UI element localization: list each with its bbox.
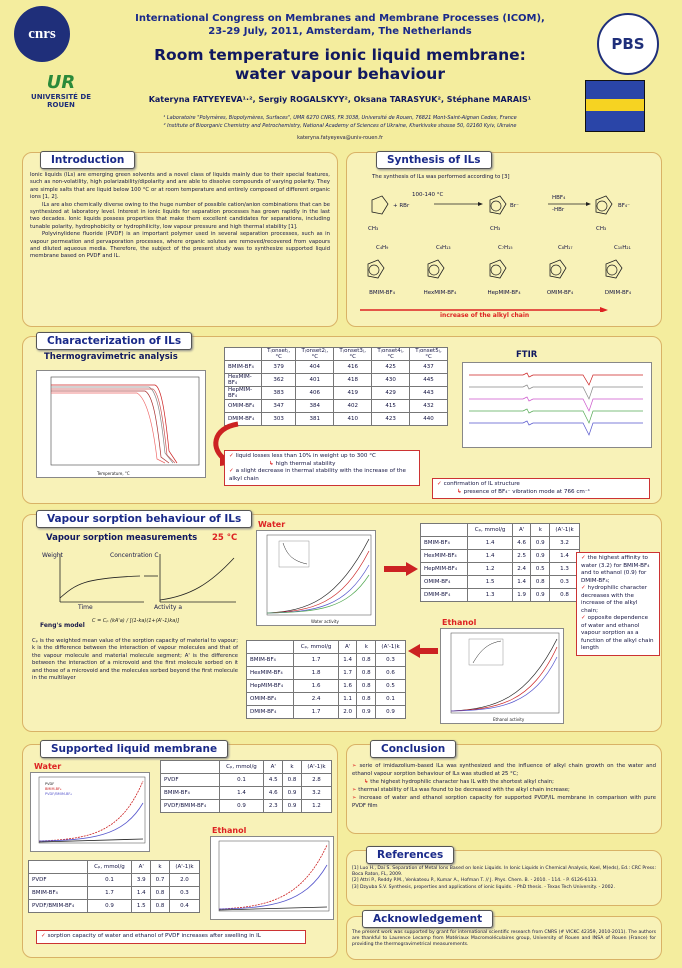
table-cell: 416 [334,361,372,374]
table-cell: 0.3 [169,887,199,900]
table-header: (A'-1)k [169,861,199,874]
table-cell: 0.8 [357,667,376,680]
table-header: k [357,641,376,654]
table-cell: 1.4 [512,576,531,589]
table-header [29,861,88,874]
table-cell: 3.9 [132,874,151,887]
table-cell: 0.8 [283,774,302,787]
slm-note-text: sorption capacity of water and ethanol of PVDF increases after swelling in IL [47,933,261,939]
conclusion-list: ➢ serie of imidazolium-based ILs was synthesized and the influence of alkyl chain growth on the water and ethanol vapour sorption behaviour of ILs was studied at 25 °C; ↳ the highest hydrophilic character has IL with the shortest alkyl chain; ➢ thermal stability of ILs was found to be decreased with the alkyl chain increase; ➢ increase of water and ethanol sorption capacity for supported PVDF/IL membrane in comparison with pure PVDF film [352,763,656,809]
table-cell: PVDF [161,774,220,787]
table-cell: 0.3 [550,576,580,589]
table-cell: 383 [261,387,295,400]
table-cell: 2.3 [264,800,283,813]
activity-label: Activity a [154,604,183,611]
affiliation-1: ¹ Laboratoire "Polymères, Biopolymères, Surfaces", UMR 6270 CNRS, FR 3038, Université de Rouen, 76821 Mont-Saint-Aignan Cedex, France [163,115,517,121]
table-cell: 4.5 [264,774,283,787]
table-cell: PVDF/BMIM-BF₄ [161,800,220,813]
conclusion-2: the highest hydrophilic character has IL with the shortest alkyl chain; [370,779,554,785]
table-cell: 1.1 [338,693,357,706]
table-header: k [283,761,302,774]
feng-equation: C = Cₚ (kA'a) / [(1-ka)(1+(A'-1)ka)] [92,618,180,624]
table-row [161,774,332,787]
compound-dmim: DMIM-BF₄ [604,290,632,296]
table-cell: HepMIM-BF₄ [247,680,294,693]
table-cell: 0.1 [376,693,406,706]
affiliation-2: ² Institute of Bioorganic Chemistry and Petrochemistry, National Academy of Sciences of Ukraine, Kharkivske shosse 50, 02160 Kyiv, Ukraine [163,123,517,129]
chain-c6: C₆H₁₃ [436,245,451,251]
compound-hepmim: HepMIM-BF₄ [487,290,521,296]
table-cell: 0.1 [219,774,264,787]
table-cell: 1.4 [338,654,357,667]
table-cell: 0.9 [283,787,302,800]
table-row [247,667,406,680]
slm-legend-1: PVDF [45,782,55,786]
table-cell: 0.7 [151,874,170,887]
tga-note-1: liquid losses less than 10% in weight up to 300 °C [235,453,376,459]
table-row [225,413,448,426]
arrow-right-icon [384,562,418,576]
sorption-notes: ✓ the highest affinity to water (3.2) for BMIM-BF₄ and to ethanol (0.9) for DMIM-BF₄; ✓ hydrophilic character decreases with the increase of the alkyl chain; ✓ opposite dependence of water and ethanol vapour sorption as a function of the alkyl chain length [576,552,660,656]
pbs-logo: PBS [597,13,659,75]
reagent-hbf4: HBF₄ [552,195,566,201]
ethanol-sorption-graph [440,628,564,724]
table-cell: BMIM-BF₄ [421,537,468,550]
time-label: Time [78,604,93,611]
table-header: A' [264,761,283,774]
table-cell: 347 [261,400,295,413]
slm-water-table [160,760,332,813]
table-cell: 0.5 [531,563,550,576]
table-cell: 379 [261,361,295,374]
table-cell: 3.2 [301,787,331,800]
table-row [247,654,406,667]
authors: Kateryna FATYEYEVA¹·², Sergiy ROGALSKYY², Oksana TARASYUK², Stéphane MARAIS¹ [148,95,532,104]
table-cell: 0.9 [531,589,550,602]
introduction-text [30,172,330,261]
table-row [29,874,200,887]
vapour-title: Vapour sorption behaviour of ILs [36,510,252,528]
compound-hexmim: HexMIM-BF₄ [423,290,457,296]
table-cell: 303 [261,413,295,426]
table-row [247,680,406,693]
table-header [421,524,468,537]
reference-3: [3] Dzyuba S.V. Synthesis, properties and applications of ionic liquids. - PhD thesis. - Texas Tech University. - 2002. [352,884,615,890]
tga-title: Thermogravimetric analysis [44,352,178,362]
table-row [29,900,200,913]
slm-note: ✓ sorption capacity of water and ethanol of PVDF increases after swelling in IL [36,930,306,944]
table-row [421,576,580,589]
table-row [421,550,580,563]
table-cell: BMIM-BF₄ [225,361,262,374]
table-cell: 1.3 [550,563,580,576]
tga-table [224,347,448,426]
slm-ethanol-graph [210,836,334,920]
water-label: Water [258,520,286,529]
table-row [421,537,580,550]
table-cell: 0.8 [151,900,170,913]
table-cell: 1.4 [468,550,513,563]
sorption-note-a: the highest affinity to water (3.2) for BMIM-BF₄ and to ethanol (0.9) for DMIM-BF₄; [581,555,650,584]
table-header: Cₚ, mmol/g [468,524,513,537]
tga-header-2: T₍onset2₎,°C [296,348,334,361]
water-xlabel: Water activity [311,619,339,624]
intro-paragraph-1: Ionic liquids (ILs) are emerging green solvents and a novel class of liquids mainly due to their special features, such as non-volatility, high polarizability/dipolarity and are able to dissolve compounds of varying polarity. They are simple salts that are liquid below 100 °C or at room temperature and entirely composed of different organic ions [1, 2]. [30,172,330,201]
contact-email[interactable]: kateryna.fatyeyeva@univ-rouen.fr [297,135,383,141]
chain-c7: C₇H₁₅ [498,245,513,251]
table-cell: 0.8 [357,693,376,706]
table-cell: 3.2 [550,537,580,550]
tga-note-2: high thermal stability [275,460,336,467]
feng-description: Cₚ is the weighted mean value of the sorption capacity of material to vapour; k is the difference between the interaction of vapour molecules and that of the vapour molecule and material molecule segment; A' is the difference between the interaction of a microvoid and the first molecule sorbed on it and those of a microvoid and the molecules sorbed beyond the first molecule in the multilayer [32,638,238,682]
ftir-notes: ✓ confirmation of IL structure ↳ presence of BF₄⁻ vibration mode at 766 cm⁻¹ [432,478,650,499]
table-cell: HexMIM-BF₄ [247,667,294,680]
conclusion-4: increase of water and ethanol sorption capacity for supported PVDF/IL membrane in comparison with pure PVDF film [352,795,656,809]
table-cell: PVDF [29,874,88,887]
table-header: A' [512,524,531,537]
alkyl-chain-increase: increase of the alkyl chain [440,312,530,319]
table-cell: 0.8 [550,589,580,602]
table-cell: 1.3 [468,589,513,602]
table-header: Cₚ, mmol/g [294,641,339,654]
rouen-logo-mark: UR [46,72,76,93]
chain-c8: C₈H₁₇ [558,245,573,251]
bromide-anion: Br⁻ [510,203,519,209]
rouen-logo-text: UNIVERSITÉ DE ROUEN [31,93,91,109]
table-cell: 0.9 [219,800,264,813]
table-header: (A'-1)k [550,524,580,537]
table-cell: 1.6 [338,680,357,693]
table-cell: 406 [296,387,334,400]
table-cell: 2.0 [338,706,357,719]
ftir-title: FTIR [516,350,538,360]
concentration-label: Concentration C [110,552,159,559]
intro-paragraph-2: ILs are also chemically diverse owing to the huge number of possible cation/anion combinations that can be synthesized at laboratory level. Interest in ionic liquids for separation processes has grown rapidly in the last two decades. Ionic liquids possess properties that make them excellent candidates for separations, including tunable polarity, hydrophobicity or hydrophilicity, low vapour pressure and high thermal stability [1]. [30,201,330,230]
weight-label: Weight [42,552,63,559]
slm-title: Supported liquid membrane [40,740,228,758]
table-row [161,787,332,800]
table-cell: 4.6 [512,537,531,550]
table-cell: 445 [410,374,448,387]
methyl-3: CH₃ [596,226,607,232]
table-cell: 423 [372,413,410,426]
table-cell: 437 [410,361,448,374]
chain-c4: C₄H₉ [376,245,389,251]
tga-header-0 [225,348,262,361]
table-row [225,387,448,400]
table-cell: 1.7 [87,887,132,900]
table-cell: 0.9 [357,706,376,719]
table-cell: 415 [372,400,410,413]
table-header: k [151,861,170,874]
compound-omim: OMIM-BF₄ [546,290,574,296]
table-row [29,887,200,900]
vapour-subtitle: Vapour sorption measurements [46,533,198,543]
characterization-title: Characterization of ILs [36,332,192,350]
table-row [225,361,448,374]
tga-graph [36,370,206,478]
ftir-note-1: confirmation of IL structure [443,481,520,487]
table-cell: 0.9 [531,537,550,550]
table-cell: 0.9 [87,900,132,913]
table-cell: 432 [410,400,448,413]
table-cell: 0.5 [376,680,406,693]
tga-header-1: T₍onset₎,°C [261,348,295,361]
table-cell: 1.4 [468,537,513,550]
table-cell: DMIM-BF₄ [421,589,468,602]
table-cell: 0.8 [357,654,376,667]
table-cell: 1.9 [512,589,531,602]
slm-water-graph [30,772,150,852]
table-cell: 401 [296,374,334,387]
reference-2: [2] Attri P., Reddy P.M., Venkatesu P., Kumar A., Hofman T. // J. Phys. Chem. B. - 2010. - 114. - P. 6126-6133. [352,878,598,884]
table-cell: 2.8 [301,774,331,787]
conclusion-title: Conclusion [370,740,456,758]
table-cell: 0.4 [169,900,199,913]
ethanol-xlabel: Ethanol activity [493,717,525,722]
table-cell: 0.8 [531,576,550,589]
table-row [225,374,448,387]
synthesis-text: The synthesis of ILs was performed according to [3] [372,174,510,180]
table-row [421,589,580,602]
table-cell: 2.4 [294,693,339,706]
table-cell: DMIM-BF₄ [225,413,262,426]
bf4-anion: BF₄⁻ [618,203,631,209]
table-cell: 1.5 [468,576,513,589]
conclusion-1: serie of imidazolium-based ILs was synthesized and the influence of alkyl chain growth on the water and ethanol vapour sorption behaviour of ILs was studied at 25 °C; [352,763,656,777]
table-cell: 429 [372,387,410,400]
table-cell: 1.2 [468,563,513,576]
table-cell: 402 [334,400,372,413]
table-header: A' [132,861,151,874]
table-cell: 1.8 [294,667,339,680]
table-cell: 418 [334,374,372,387]
table-cell: HexMIM-BF₄ [225,374,262,387]
slm-water-label: Water [34,762,62,771]
cnrs-logo: cnrs [14,6,70,62]
table-cell: 0.9 [283,800,302,813]
table-cell: BMIM-BF₄ [161,787,220,800]
table-row [421,563,580,576]
table-cell: 419 [334,387,372,400]
table-cell: 1.4 [550,550,580,563]
table-row [161,800,332,813]
affiliations [120,114,560,130]
table-cell: 1.7 [338,667,357,680]
table-cell: 381 [296,413,334,426]
table-cell: 425 [372,361,410,374]
table-cell: 4.6 [264,787,283,800]
table-header [161,761,220,774]
ethanol-sorption-table [246,640,406,719]
synthesis-title: Synthesis of ILs [376,151,492,169]
water-sorption-graph [256,530,376,626]
reaction-condition: 100-140 °C [412,192,444,198]
table-cell: 0.8 [357,680,376,693]
table-cell: OMIM-BF₄ [247,693,294,706]
water-sorption-table [420,523,580,602]
chain-c10: C₁₀H₂₁ [614,245,631,251]
table-row [247,706,406,719]
table-cell: BMIM-BF₄ [247,654,294,667]
table-cell: 1.5 [132,900,151,913]
table-header: Cₚ, mmol/g [87,861,132,874]
table-cell: 404 [296,361,334,374]
tga-xlabel: Temperature, °C [97,471,130,476]
rouen-logo [16,72,106,114]
tga-note-3: a slight decrease in thermal stability with the increase of the alkyl chain [229,468,406,482]
arrow-left-icon [408,644,438,658]
ftir-graph [462,362,652,448]
table-cell: 430 [372,374,410,387]
vapour-temperature: 25 °C [212,533,238,543]
tga-header-4: T₍onset4₎,°C [372,348,410,361]
table-cell: 2.4 [512,563,531,576]
table-cell: 1.7 [294,654,339,667]
table-header: A' [338,641,357,654]
title-line-2: water vapour behaviour [235,65,445,83]
methyl-1: CH₃ [368,226,379,232]
introduction-title: Introduction [40,151,135,169]
table-cell: 0.9 [531,550,550,563]
table-cell: 2.5 [512,550,531,563]
table-cell: OMIM-BF₄ [225,400,262,413]
slm-ethanol-table [28,860,200,913]
intro-paragraph-3: Polyvinylidene fluoride (PVDF) is an important polymer used in several separation processes, such as in vapour permeation and pervaporation processes, where organic solutes are removed/recovered from vapours and diluted aqueous media. Therefore, the subject of the present study was to synthesize supported liquid membrane based on PVDF and IL. [30,231,330,260]
table-cell: 1.4 [132,887,151,900]
ftir-note-2: presence of BF₄⁻ vibration mode at 766 cm⁻¹ [463,488,591,495]
methyl-2: CH₃ [490,226,501,232]
table-cell: 0.8 [151,887,170,900]
acknowledgement-text: The present work was supported by grant for international scientific research from CNRS (# VICKC 42359, 2010-2011). The authors are thankful to Laurence Lecamp from Matériaux Macromoléculaires group, University of Rouen and INSA of Rouen (France) for providing the thermogravimetrical measurements. [352,930,656,948]
congress-header [120,12,560,38]
table-cell: 410 [334,413,372,426]
table-cell: 443 [410,387,448,400]
sorption-note-c: opposite dependence of water and ethanol vapour sorption as a function of the alkyl chain length [581,615,654,651]
references-list [352,866,656,891]
slm-legend-2: BMIM-BF₄ [45,787,62,791]
slm-legend-3: PVDF/BMIM-BF₄ [45,792,72,796]
ethanol-label: Ethanol [442,618,477,627]
poster-title [100,46,580,84]
references-title: References [366,846,454,864]
table-cell: 1.7 [294,706,339,719]
table-cell: OMIM-BF₄ [421,576,468,589]
table-cell: 362 [261,374,295,387]
table-cell: 0.3 [376,654,406,667]
table-cell: DMIM-BF₄ [247,706,294,719]
acknowledgement-title: Acknowledgement [362,910,493,928]
table-cell: 384 [296,400,334,413]
slm-ethanol-label: Ethanol [212,826,247,835]
table-cell: HepMIM-BF₄ [225,387,262,400]
congress-line-1: International Congress on Membranes and Membrane Processes (ICOM), [135,13,545,24]
table-header: Cₚ, mmol/g [219,761,264,774]
table-cell: 1.6 [294,680,339,693]
table-row [247,693,406,706]
conclusion-3: thermal stability of ILs was found to be decreased with the alkyl chain increase; [358,787,570,793]
table-cell: BMIM-BF₄ [29,887,88,900]
table-cell: 1.2 [301,800,331,813]
reagent-rbr: + RBr [393,203,410,209]
tga-header-3: T₍onset3₎,°C [334,348,372,361]
table-header: (A'-1)k [376,641,406,654]
byproduct-hbr: -HBr [552,207,565,213]
table-cell: 0.6 [376,667,406,680]
tga-header-5: T₍onset5₎,°C [410,348,448,361]
table-cell: 0.1 [87,874,132,887]
table-header: k [531,524,550,537]
feng-model-label: Feng's model [40,622,85,629]
table-header [247,641,294,654]
table-cell: 2.0 [169,874,199,887]
table-cell: 1.4 [219,787,264,800]
sorption-note-b: hydrophilic character decreases with the increase of the alkyl chain; [581,585,648,614]
table-cell: PVDF/BMIM-BF₄ [29,900,88,913]
table-cell: 0.9 [376,706,406,719]
title-line-1: Room temperature ionic liquid membrane: [154,46,526,64]
reference-1: [1] Luo H., Dai S. Separation of Metal Ions Based on Ionic Liquids. In Ionic Liquids in Chemical Analysis, Koel, M(eds), Ed.: CRC Press: Boca Raton, FL, 2009. [352,866,656,878]
congress-line-2: 23-29 July, 2011, Amsterdam, The Netherlands [208,26,472,37]
table-row [225,400,448,413]
insa-logo [585,80,645,132]
table-cell: 440 [410,413,448,426]
compound-bmim: BMIM-BF₄ [369,290,395,296]
table-cell: HepMIM-BF₄ [421,563,468,576]
tga-notes: ✓ liquid losses less than 10% in weight up to 300 °C ↳ high thermal stability ✓ a slight decrease in thermal stability with the increase of the alkyl chain [224,450,420,486]
table-cell: HexMIM-BF₄ [421,550,468,563]
table-header: (A'-1)k [301,761,331,774]
